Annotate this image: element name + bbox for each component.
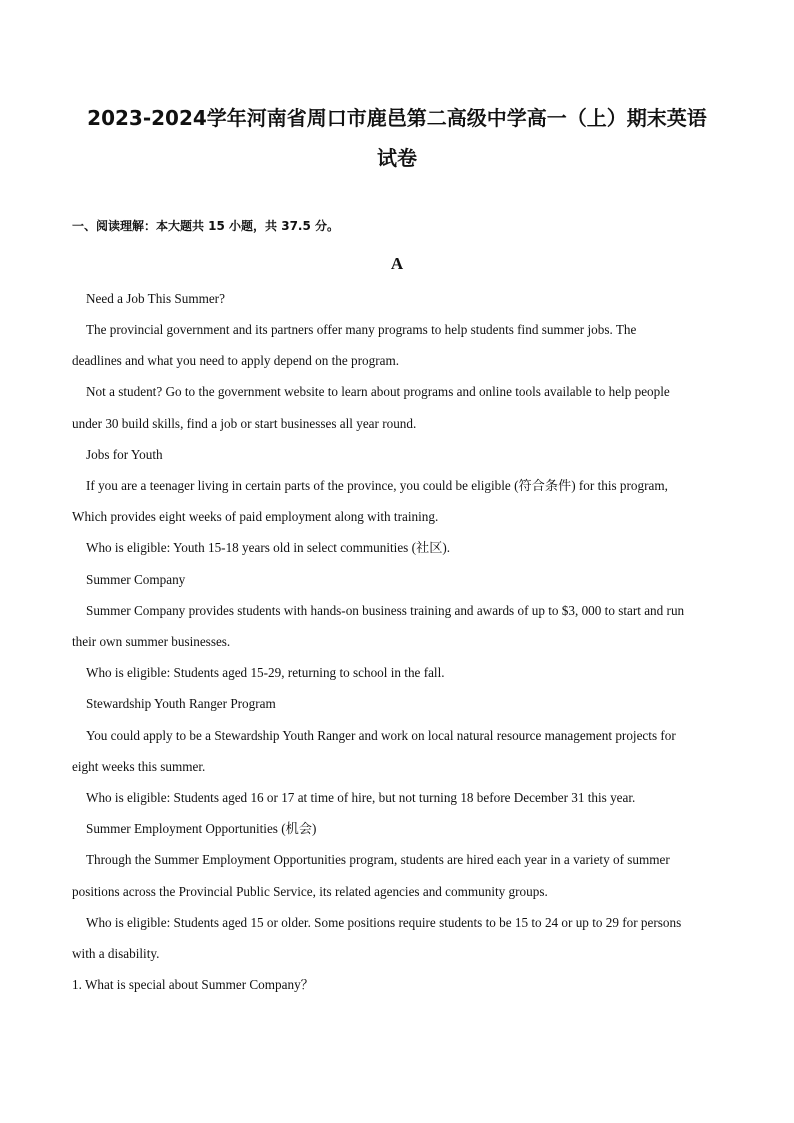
passage-line: If you are a teenager living in certain parts of the province, you could be eligible (符合条件) for this program, — [86, 478, 668, 493]
passage-line: Need a Job This Summer? — [86, 291, 225, 306]
exam-title-line1: 2023-2024学年河南省周口市鹿邑第二高级中学高一（上）期末英语 — [87, 106, 707, 130]
passage-line: positions across the Provincial Public Service, its related agencies and community groups. — [72, 884, 548, 899]
passage-line: Summer Company provides students with hands-on business training and awards of up to $3, 000 to start and run — [86, 603, 685, 618]
passage-line: Who is eligible: Students aged 16 or 17 at time of hire, but not turning 18 before December 31 this year. — [86, 790, 636, 805]
passage-line: Summer Employment Opportunities (机会) — [86, 821, 317, 836]
passage-line: deadlines and what you need to apply depend on the program. — [72, 353, 400, 368]
passage-line: Who is eligible: Students aged 15-29, returning to school in the fall. — [86, 665, 445, 680]
question-1: 1. What is special about Summer Company？ — [72, 977, 314, 992]
passage-line: Jobs for Youth — [86, 447, 163, 462]
passage-line: Who is eligible: Youth 15-18 years old in select communities (社区). — [86, 540, 451, 555]
passage-line: Which provides eight weeks of paid employment along with training. — [72, 509, 439, 524]
passage-label: A — [390, 254, 404, 273]
passage-line: Who is eligible: Students aged 15 or older. Some positions require students to be 15 to 24 or up to 29 for persons — [86, 915, 682, 930]
passage-line: Stewardship Youth Ranger Program — [86, 696, 276, 711]
passage-line: Summer Company — [86, 572, 186, 587]
passage-line: Through the Summer Employment Opportunities program, students are hired each year in a variety of summer — [86, 852, 670, 867]
passage-line: eight weeks this summer. — [72, 759, 206, 774]
passage-line: under 30 build skills, find a job or start businesses all year round. — [72, 416, 417, 431]
exam-title-line2: 试卷 — [377, 146, 417, 170]
section-heading: 一、阅读理解：本大题共 15 小题，共 37.5 分。 — [72, 219, 340, 233]
passage-line: The provincial government and its partners offer many programs to help students find summer jobs. The — [86, 322, 637, 337]
passage-line: Not a student? Go to the government website to learn about programs and online tools available to help people — [86, 384, 670, 399]
passage-line: their own summer businesses. — [72, 634, 231, 649]
passage-line: with a disability. — [72, 946, 160, 961]
passage-line: You could apply to be a Stewardship Youth Ranger and work on local natural resource management projects for — [86, 728, 676, 743]
